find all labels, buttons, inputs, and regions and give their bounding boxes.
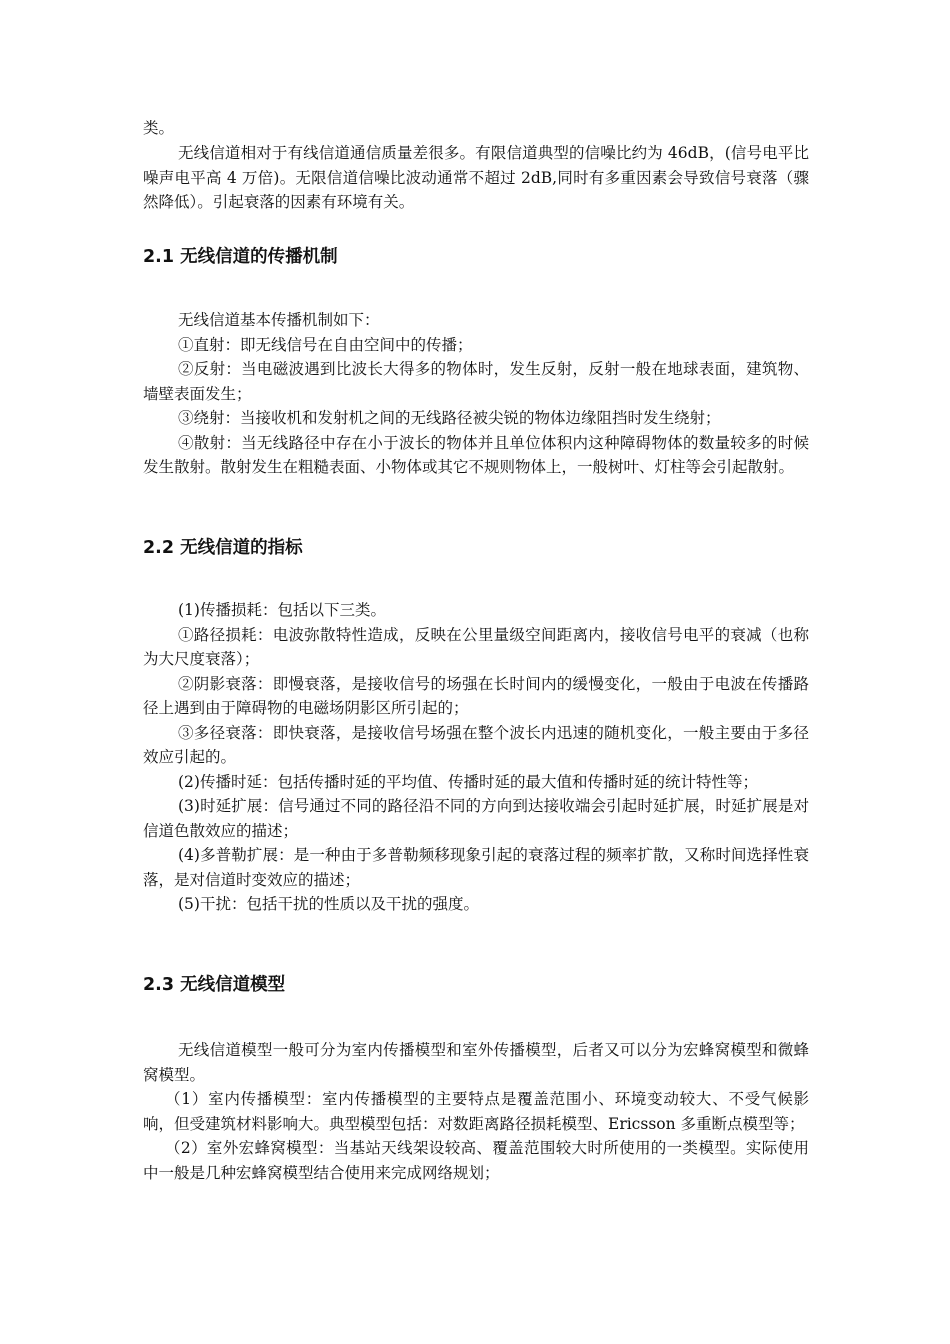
list-item: （1）室内传播模型：室内传播模型的主要特点是覆盖范围小、环境变动较大、不受气候影响，但受建筑材料影响大。典型模型包括：对数距离路径损耗模型、Ericsson 多重断点模型等； (143, 1090, 809, 1133)
list-item: （2）室外宏蜂窝模型：当基站天线架设较高、覆盖范围较大时所使用的一类模型。实际使用中一般是几种宏蜂窝模型结合使用来完成网络规划； (143, 1139, 809, 1182)
section-heading-2-2: 2.2 无线信道的指标 (143, 538, 303, 558)
section-body-2-3 (143, 1038, 809, 1185)
list-item: ①直射：即无线信号在自由空间中的传播； (178, 335, 473, 354)
list-item: (5)干扰：包括干扰的性质以及干扰的强度。 (178, 895, 479, 913)
list-item: ③绕射：当接收机和发射机之间的无线路径被尖锐的物体边缘阻挡时发生绕射； (178, 409, 721, 427)
list-item: (2)传播时延：包括传播时延的平均值、传播时延的最大值和传播时延的统计特性等； (178, 772, 758, 791)
section-heading-2-3: 2.3 无线信道模型 (143, 975, 286, 995)
list-item: (4)多普勒扩展：是一种由于多普勒频移现象引起的衰落过程的频率扩散，又称时间选择性衰落，是对信道时变效应的描述； (143, 846, 809, 889)
paragraph-continuation: 类。 (143, 119, 175, 137)
list-item: ②阴影衰落：即慢衰落，是接收信号的场强在长时间内的缓慢变化，一般由于电波在传播路径上遇到由于障碍物的电磁场阴影区所引起的； (143, 674, 809, 717)
paragraph: 无线信道模型一般可分为室内传播模型和室外传播模型，后者又可以分为宏蜂窝模型和微蜂窝模型。 (143, 1041, 809, 1084)
paragraph: (1)传播损耗：包括以下三类。 (178, 601, 386, 619)
paragraph: 无线信道基本传播机制如下： (178, 311, 380, 329)
list-item: ④散射：当无线路径中存在小于波长的物体并且单位体积内这种障碍物体的数量较多的时候发生散射。散射发生在粗糙表面、小物体或其它不规则物体上，一般树叶、灯柱等会引起散射。 (143, 433, 809, 476)
section-heading-2-1: 2.1 无线信道的传播机制 (143, 247, 338, 267)
list-item: (3)时延扩展：信号通过不同的路径沿不同的方向到达接收端会引起时延扩展，时延扩展是对信道色散效应的描述； (143, 797, 809, 840)
paragraph-intro: 无线信道相对于有线信道通信质量差很多。有限信道典型的信噪比约为 46dB，(信号电平比噪声电平高 4 万倍)。无限信道信噪比波动通常不超过 2dB,同时有多重因素会导致信号衰落（骤然降低）。引起衰落的因素有环境有关。 (143, 144, 809, 211)
list-item: ③多径衰落：即快衰落，是接收信号场强在整个波长内迅速的随机变化，一般主要由于多径效应引起的。 (143, 723, 809, 766)
section-body-2-1 (143, 308, 809, 480)
list-item: ②反射：当电磁波遇到比波长大得多的物体时，发生反射，反射一般在地球表面，建筑物、墙壁表面发生； (143, 360, 809, 403)
list-item: ①路径损耗：电波弥散特性造成，反映在公里量级空间距离内，接收信号电平的衰减（也称为大尺度衰落）； (143, 625, 809, 668)
section-body-2-2 (143, 598, 809, 917)
